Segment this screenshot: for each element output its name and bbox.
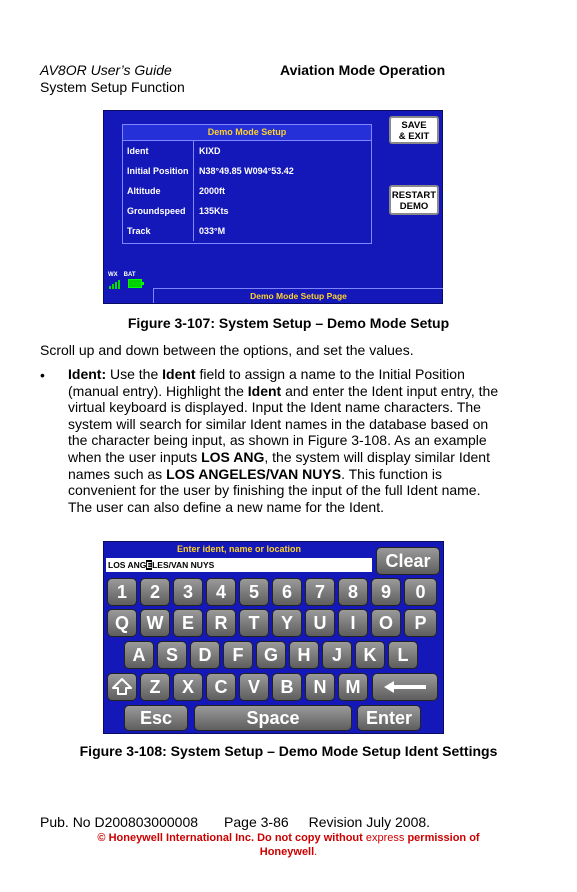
figure-107-caption: Figure 3-107: System Setup – Demo Mode Setup	[127, 315, 450, 331]
key-y[interactable]: Y	[272, 609, 302, 637]
input-text-before: LOS ANG	[108, 560, 147, 570]
backspace-key[interactable]	[372, 673, 438, 701]
row-value: 135Kts	[199, 206, 229, 216]
copyright-part: .	[314, 846, 318, 858]
restart-demo-button[interactable]: RESTART DEMO	[389, 185, 439, 215]
copyright-part: express	[365, 832, 405, 844]
key-b[interactable]: B	[272, 673, 302, 701]
key-r[interactable]: R	[206, 609, 236, 637]
key-j[interactable]: J	[322, 641, 352, 669]
row-value: N38°49.85 W094°53.42	[199, 166, 294, 176]
signal-icon	[108, 279, 122, 289]
groundspeed-row[interactable]	[123, 201, 371, 221]
esc-key[interactable]: Esc	[124, 705, 188, 731]
key-n[interactable]: N	[305, 673, 335, 701]
key-2[interactable]: 2	[140, 578, 170, 606]
guide-subtitle: System Setup Function	[40, 79, 185, 95]
key-t[interactable]: T	[239, 609, 269, 637]
key-s[interactable]: S	[157, 641, 187, 669]
row-label: Initial Position	[127, 161, 194, 181]
figure-108-caption: Figure 3-108: System Setup – Demo Mode Setup Ident Settings	[79, 743, 498, 759]
bullet: •	[40, 367, 45, 383]
key-h[interactable]: H	[289, 641, 319, 669]
wx-label: WX	[108, 272, 118, 278]
key-p[interactable]: P	[404, 609, 437, 637]
demo-mode-panel	[122, 124, 372, 244]
key-9[interactable]: 9	[371, 578, 401, 606]
demo-mode-panel-title: Demo Mode Setup	[123, 125, 371, 141]
key-c[interactable]: C	[206, 673, 236, 701]
bat-label: BAT	[123, 272, 136, 278]
key-f[interactable]: F	[223, 641, 253, 669]
status-bar: Demo Mode Setup Page	[153, 288, 443, 303]
guide-title: AV8OR User’s Guide	[40, 62, 172, 78]
key-e[interactable]: E	[173, 609, 203, 637]
section-title: Aviation Mode Operation	[280, 62, 446, 78]
battery-icon	[128, 279, 144, 288]
key-z[interactable]: Z	[140, 673, 170, 701]
ident-row[interactable]	[123, 141, 371, 161]
key-3[interactable]: 3	[173, 578, 203, 606]
key-1[interactable]: 1	[107, 578, 137, 606]
ident-input-field[interactable]	[106, 558, 372, 572]
row-label: Ident	[127, 141, 194, 161]
row-label: Groundspeed	[127, 201, 194, 221]
row-value: 033°M	[199, 226, 226, 236]
key-6[interactable]: 6	[272, 578, 302, 606]
space-key[interactable]: Space	[194, 705, 352, 731]
copyright-part: permission of	[404, 832, 480, 844]
key-x[interactable]: X	[173, 673, 203, 701]
key-0[interactable]: 0	[404, 578, 437, 606]
row-value: 2000ft	[199, 186, 226, 196]
pub-number: Pub. No D200803000008	[40, 814, 199, 830]
row-value: KIXD	[199, 146, 221, 156]
key-w[interactable]: W	[140, 609, 170, 637]
key-v[interactable]: V	[239, 673, 269, 701]
key-q[interactable]: Q	[107, 609, 137, 637]
key-4[interactable]: 4	[206, 578, 236, 606]
key-7[interactable]: 7	[305, 578, 335, 606]
copyright-part: © Honeywell International Inc. Do not copy without	[97, 832, 366, 844]
key-m[interactable]: M	[338, 673, 368, 701]
key-u[interactable]: U	[305, 609, 335, 637]
key-l[interactable]: L	[388, 641, 418, 669]
page-number: Page 3-86	[224, 814, 289, 830]
copyright-notice	[0, 831, 577, 859]
altitude-row[interactable]	[123, 181, 371, 201]
save-exit-button[interactable]: SAVE & EXIT	[389, 116, 439, 144]
initial-position-row[interactable]	[123, 161, 371, 181]
status-indicators	[108, 272, 144, 289]
row-label: Track	[127, 221, 194, 241]
header-left	[40, 62, 185, 96]
intro-paragraph: Scroll up and down between the options, and set the values.	[40, 342, 414, 358]
revision: Revision July 2008.	[308, 814, 431, 830]
input-text-after: LES/VAN NUYS	[152, 560, 215, 570]
shift-icon	[111, 677, 133, 697]
demo-mode-setup-screen	[103, 110, 443, 304]
key-o[interactable]: O	[371, 609, 401, 637]
key-k[interactable]: K	[355, 641, 385, 669]
key-d[interactable]: D	[190, 641, 220, 669]
ident-description: Ident: Use the Ident field to assign a name to the Initial Position (manual entry). Highlight the Ident and enter the Ident input entry, the virtual keyboard is displayed. Input the Ident name characters. The system will search for similar Ident names in the database based on the character being input, as shown in Figure 3-108. As an example when the user inputs LOS ANG, the system will display similar Ident names such as LOS ANGELES/VAN NUYS. This function is convenient for the user by finishing the input of the full Ident name. The user can also define a new name for the Ident.	[68, 366, 499, 515]
input-cursor-char: E	[146, 560, 153, 570]
backspace-arrow-icon	[382, 680, 428, 694]
key-a[interactable]: A	[124, 641, 154, 669]
key-5[interactable]: 5	[239, 578, 269, 606]
ident-keyboard-screen	[103, 541, 444, 734]
track-row[interactable]	[123, 221, 371, 241]
key-g[interactable]: G	[256, 641, 286, 669]
clear-key[interactable]: Clear	[376, 547, 440, 575]
row-label: Altitude	[127, 181, 194, 201]
key-8[interactable]: 8	[338, 578, 368, 606]
footer	[40, 814, 430, 830]
shift-key[interactable]	[107, 673, 137, 701]
key-i[interactable]: I	[338, 609, 368, 637]
keyboard-prompt: Enter ident, name or location	[176, 544, 302, 554]
enter-key[interactable]: Enter	[357, 705, 421, 731]
copyright-part: Honeywell	[259, 846, 315, 858]
